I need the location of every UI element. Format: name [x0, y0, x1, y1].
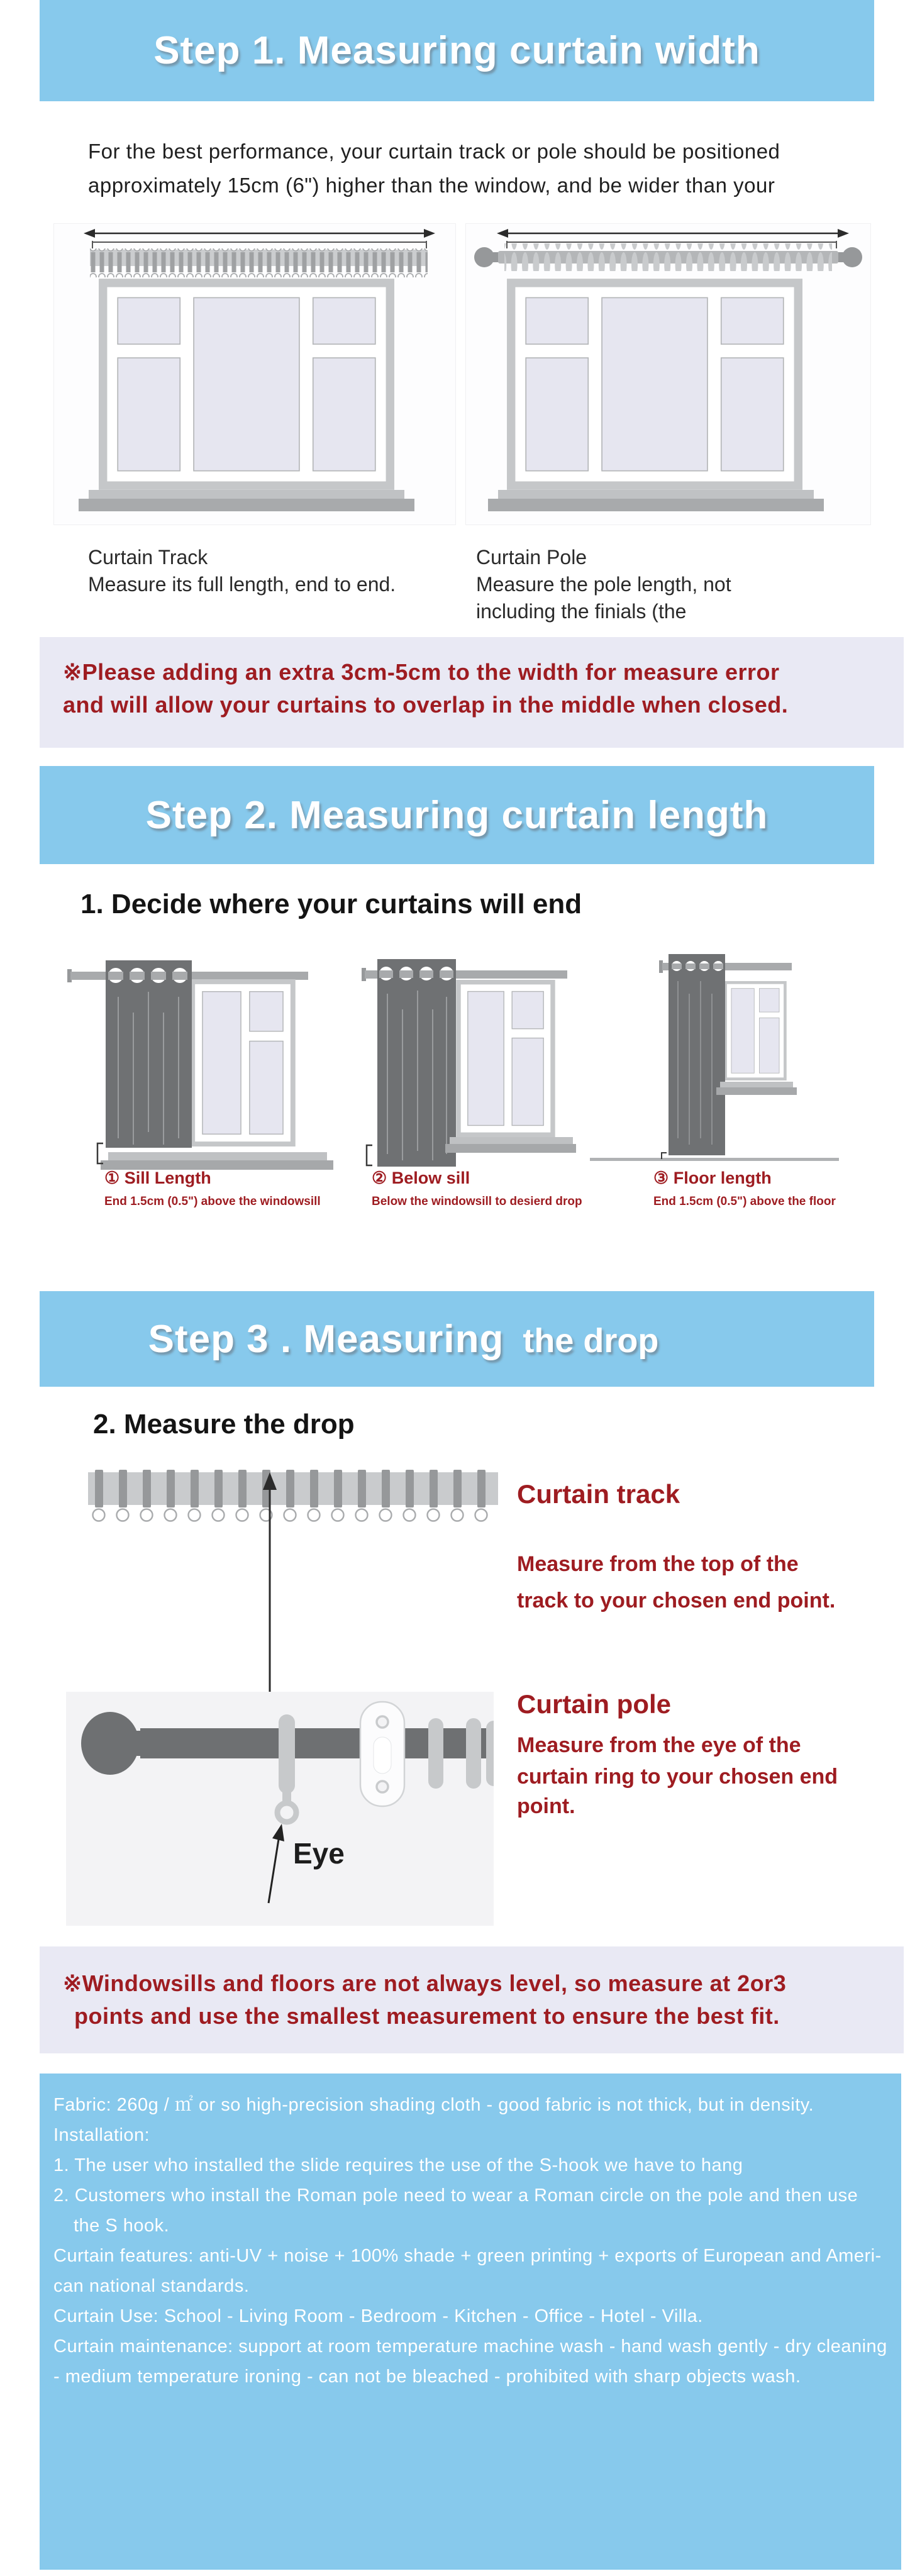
sill-length-caption	[104, 1169, 211, 1188]
track-hooks	[90, 248, 428, 277]
curtain-pole-width-diagram	[465, 223, 871, 525]
info-line-installation: Installation:	[53, 2125, 150, 2145]
drop-note-line-1: ※Windowsills and floors are not always level, so measure at 2or3	[63, 1970, 787, 1996]
windowsill	[450, 1137, 573, 1145]
num-circle-3: ③	[653, 1169, 669, 1187]
info-line-features-1: Curtain features: anti-UV + noise + 100% shade + green printing + exports of European and Ameri-	[53, 2246, 882, 2266]
track-desc: Measure its full length, end to end.	[88, 573, 396, 596]
below-sill-title: Below sill	[391, 1169, 470, 1187]
windowsill-ledge	[445, 1144, 576, 1153]
step2-banner	[40, 766, 874, 864]
floor-length-diagram	[590, 954, 839, 1161]
window-2pane	[190, 979, 295, 1146]
width-note-box	[40, 637, 904, 748]
window-3pane	[99, 279, 394, 490]
intro-line-2: approximately 15cm (6") higher than the window, and be wider than your	[88, 174, 775, 197]
sill-length-title: Sill Length	[124, 1169, 211, 1187]
pole-label: Curtain Pole	[476, 546, 587, 569]
sill-length-desc: End 1.5cm (0.5") above the windowsill	[104, 1195, 321, 1208]
pole-desc-2: including the finials (the	[476, 600, 687, 623]
pole-rings	[504, 243, 832, 271]
pole-drop-desc-2: curtain ring to your chosen end	[517, 1765, 838, 1789]
track-drop-desc-1: Measure from the top of the	[517, 1552, 799, 1576]
below-sill-diagram	[362, 959, 576, 1167]
track-drop-diagram	[88, 1468, 528, 1707]
pole-drop-desc-3: point.	[517, 1794, 575, 1818]
windowsill	[108, 1152, 327, 1160]
step3-banner	[40, 1291, 874, 1387]
info-line-install-2b: the S hook.	[74, 2216, 170, 2236]
windowsill-ledge	[488, 499, 824, 511]
floor-length-desc: End 1.5cm (0.5") above the floor	[653, 1195, 836, 1208]
info-line-maintenance-1: Curtain maintenance: support at room temperature machine wash - hand wash gently - dry cleaning	[53, 2336, 887, 2357]
eye-label: Eye	[293, 1837, 345, 1870]
pole-drop-title: Curtain pole	[517, 1689, 672, 1719]
step2-banner-title: Step 2. Measuring curtain length	[145, 793, 769, 837]
step3-banner-title	[148, 1317, 659, 1362]
width-note-line-1: ※Please adding an extra 3cm-5cm to the width for measure error	[63, 659, 780, 685]
num-circle-1: ①	[104, 1169, 120, 1187]
track-label: Curtain Track	[88, 546, 208, 569]
curtain-ring	[428, 1718, 443, 1789]
drop-heading: 2. Measure the drop	[93, 1409, 355, 1440]
curtain-track-width-diagram	[53, 223, 456, 525]
curtain-ring-with-eye	[277, 1714, 296, 1822]
measure-mark	[367, 1145, 372, 1165]
step1-banner-title: Step 1. Measuring curtain width	[153, 29, 760, 72]
info-line-install-2: 2. Customers who install the Roman pole need to wear a Roman circle on the pole and then use	[53, 2185, 858, 2206]
curtain-length-diagrams	[38, 953, 874, 1170]
product-info-box	[40, 2074, 901, 2570]
ring-eye	[277, 1803, 296, 1822]
wall-bracket	[360, 1702, 404, 1806]
below-sill-caption	[372, 1169, 470, 1188]
windowsill-ledge	[716, 1087, 797, 1095]
info-line-install-1: 1. The user who installed the slide requires the use of the S-hook we have to hang	[53, 2155, 743, 2175]
floor-length-title: Floor length	[673, 1169, 772, 1187]
pole-finial-right	[842, 247, 862, 267]
intro-line-1: For the best performance, your curtain track or pole should be positioned	[88, 140, 780, 163]
track-hooks	[88, 1470, 498, 1525]
track-drop-desc-2: track to your chosen end point.	[517, 1589, 836, 1613]
pole-finial	[81, 1712, 139, 1775]
step3-title-sub: the drop	[523, 1321, 659, 1360]
window-2pane	[724, 981, 786, 1080]
window-3pane	[507, 279, 802, 490]
num-circle-2: ②	[372, 1169, 387, 1187]
length-heading: 1. Decide where your curtains will end	[80, 889, 582, 919]
floor-line	[590, 1158, 839, 1161]
step1-banner	[40, 0, 874, 101]
windowsill	[498, 490, 814, 500]
windowsill-ledge	[79, 499, 414, 511]
info-line-use: Curtain Use: School - Living Room - Bedroom - Kitchen - Office - Hotel - Villa.	[53, 2306, 703, 2326]
track-drop-title: Curtain track	[517, 1479, 680, 1509]
width-note-line-2: and will allow your curtains to overlap in the middle when closed.	[63, 692, 789, 718]
windowsill	[89, 490, 404, 500]
curtain-ring	[486, 1721, 494, 1786]
info-line-fabric: Fabric: 260g / ㎡ or so high-precision shading cloth - good fabric is not thick, but in density.	[53, 2095, 814, 2115]
pole-finial-left	[474, 247, 494, 267]
window-2pane	[456, 980, 555, 1137]
step3-title-main: Step 3 . Measuring	[148, 1317, 504, 1361]
curtain-panel	[377, 959, 456, 1167]
windowsill	[720, 1082, 793, 1088]
pole-desc-1: Measure the pole length, not	[476, 573, 731, 596]
curtain-panel	[669, 954, 725, 1155]
info-line-maintenance-2: - medium temperature ironing - can not be bleached - prohibited with sharp objects wash.	[53, 2367, 801, 2387]
floor-length-caption	[653, 1169, 772, 1188]
pole-drop-desc-1: Measure from the eye of the	[517, 1733, 801, 1757]
drop-note-line-2: points and use the smallest measurement to ensure the best fit.	[74, 2003, 780, 2029]
pole-drop-diagram	[66, 1692, 494, 1926]
below-sill-desc: Below the windowsill to desierd drop	[372, 1195, 582, 1208]
drop-note-box	[40, 1946, 904, 2053]
info-line-features-2: can national standards.	[53, 2276, 250, 2296]
sill-length-diagram	[67, 960, 333, 1170]
curtain-ring	[466, 1718, 481, 1789]
